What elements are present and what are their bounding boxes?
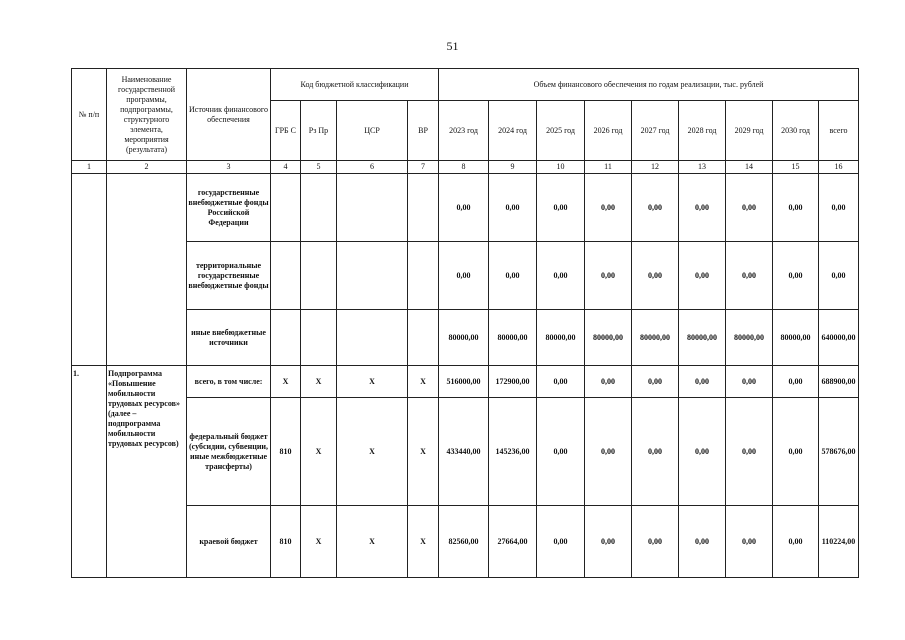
column-number: 7 [408, 161, 439, 174]
value-cell: 0,00 [537, 174, 585, 242]
value-cell: 0,00 [773, 506, 819, 578]
value-cell: 82560,00 [439, 506, 489, 578]
value-cell: 433440,00 [439, 398, 489, 506]
value-cell: 0,00 [537, 366, 585, 398]
column-number: 9 [489, 161, 537, 174]
row-name-empty [107, 174, 187, 366]
program-number: 1. [72, 366, 107, 578]
value-cell: 0,00 [726, 398, 773, 506]
header-year: 2030 год [773, 101, 819, 161]
vr-cell: X [408, 366, 439, 398]
value-cell: 0,00 [439, 174, 489, 242]
vr-cell: X [408, 398, 439, 506]
value-cell: 80000,00 [585, 310, 632, 366]
grbs-cell: 810 [271, 398, 301, 506]
csr-cell: X [337, 398, 408, 506]
grbs-cell [271, 174, 301, 242]
budget-table [71, 68, 859, 578]
header-total: всего [819, 101, 859, 161]
header-name: Наименование государственной программы, подпрограммы, структурного элемента, мероприятия (результата) [107, 69, 187, 161]
value-cell: 80000,00 [632, 310, 679, 366]
value-cell: 80000,00 [726, 310, 773, 366]
value-cell: 0,00 [773, 174, 819, 242]
value-cell: 0,00 [726, 242, 773, 310]
value-cell: 0,00 [679, 506, 726, 578]
csr-cell [337, 174, 408, 242]
total-cell: 640000,00 [819, 310, 859, 366]
header-year: 2028 год [679, 101, 726, 161]
column-number: 6 [337, 161, 408, 174]
source-cell: краевой бюджет [187, 506, 271, 578]
column-number: 13 [679, 161, 726, 174]
program-name: Подпрограмма «Повышение мобильности трудовых ресурсов» (далее – подпрограмма мобильности трудовых ресурсов) [107, 366, 187, 578]
column-number: 8 [439, 161, 489, 174]
value-cell: 172900,00 [489, 366, 537, 398]
header-year: 2025 год [537, 101, 585, 161]
column-number: 10 [537, 161, 585, 174]
header-year: 2027 год [632, 101, 679, 161]
rzpr-cell [301, 242, 337, 310]
csr-cell [337, 242, 408, 310]
column-number: 1 [72, 161, 107, 174]
source-cell: территориальные государственные внебюджетные фонды [187, 242, 271, 310]
table-row [72, 310, 859, 366]
header-csr: ЦСР [337, 101, 408, 161]
header-classification: Код бюджетной классификации [271, 69, 439, 101]
value-cell: 0,00 [585, 366, 632, 398]
vr-cell [408, 242, 439, 310]
header-year: 2023 год [439, 101, 489, 161]
grbs-cell: X [271, 366, 301, 398]
value-cell: 0,00 [679, 398, 726, 506]
value-cell: 0,00 [537, 398, 585, 506]
header-row-top [72, 69, 859, 101]
rzpr-cell [301, 310, 337, 366]
table-row [72, 506, 859, 578]
value-cell: 0,00 [489, 174, 537, 242]
column-number: 14 [726, 161, 773, 174]
value-cell: 80000,00 [489, 310, 537, 366]
value-cell: 0,00 [726, 174, 773, 242]
grbs-cell [271, 242, 301, 310]
column-number: 15 [773, 161, 819, 174]
value-cell: 0,00 [773, 242, 819, 310]
value-cell: 80000,00 [773, 310, 819, 366]
value-cell: 0,00 [632, 174, 679, 242]
source-cell: всего, в том числе: [187, 366, 271, 398]
column-number: 12 [632, 161, 679, 174]
header-volume: Объем финансового обеспечения по годам реализации, тыс. рублей [439, 69, 859, 101]
value-cell: 0,00 [585, 398, 632, 506]
header-year: 2024 год [489, 101, 537, 161]
column-number: 11 [585, 161, 632, 174]
value-cell: 0,00 [679, 174, 726, 242]
total-cell: 578676,00 [819, 398, 859, 506]
column-number: 2 [107, 161, 187, 174]
value-cell: 0,00 [489, 242, 537, 310]
csr-cell: X [337, 366, 408, 398]
column-number-row [72, 161, 859, 174]
row-number-empty [72, 174, 107, 366]
value-cell: 516000,00 [439, 366, 489, 398]
rzpr-cell: X [301, 398, 337, 506]
header-grbs: ГРБ С [271, 101, 301, 161]
page-number: 51 [446, 39, 459, 53]
value-cell: 0,00 [537, 242, 585, 310]
value-cell: 145236,00 [489, 398, 537, 506]
vr-cell [408, 310, 439, 366]
value-cell: 0,00 [439, 242, 489, 310]
value-cell: 0,00 [632, 242, 679, 310]
total-cell: 688900,00 [819, 366, 859, 398]
rzpr-cell: X [301, 506, 337, 578]
value-cell: 0,00 [726, 506, 773, 578]
value-cell: 0,00 [679, 366, 726, 398]
source-cell: государственные внебюджетные фонды Российской Федерации [187, 174, 271, 242]
column-number: 16 [819, 161, 859, 174]
value-cell: 80000,00 [439, 310, 489, 366]
header-rzpr: Рз Пр [301, 101, 337, 161]
value-cell: 80000,00 [537, 310, 585, 366]
value-cell: 0,00 [537, 506, 585, 578]
value-cell: 0,00 [679, 242, 726, 310]
total-cell: 0,00 [819, 242, 859, 310]
header-num: № п/п [72, 69, 107, 161]
table-row [72, 174, 859, 242]
column-number: 4 [271, 161, 301, 174]
header-year: 2029 год [726, 101, 773, 161]
header-year: 2026 год [585, 101, 632, 161]
value-cell: 0,00 [585, 506, 632, 578]
value-cell: 0,00 [726, 366, 773, 398]
total-cell: 0,00 [819, 174, 859, 242]
csr-cell [337, 310, 408, 366]
table-row [72, 242, 859, 310]
value-cell: 27664,00 [489, 506, 537, 578]
grbs-cell [271, 310, 301, 366]
grbs-cell: 810 [271, 506, 301, 578]
total-cell: 110224,00 [819, 506, 859, 578]
csr-cell: X [337, 506, 408, 578]
header-vr: ВР [408, 101, 439, 161]
value-cell: 0,00 [632, 398, 679, 506]
value-cell: 80000,00 [679, 310, 726, 366]
column-number: 3 [187, 161, 271, 174]
vr-cell [408, 174, 439, 242]
rzpr-cell: X [301, 366, 337, 398]
source-cell: федеральный бюджет (субсидии, субвенции, иные межбюджетные трансферты) [187, 398, 271, 506]
source-cell: иные внебюджетные источники [187, 310, 271, 366]
value-cell: 0,00 [632, 366, 679, 398]
column-number: 5 [301, 161, 337, 174]
value-cell: 0,00 [585, 242, 632, 310]
value-cell: 0,00 [632, 506, 679, 578]
value-cell: 0,00 [585, 174, 632, 242]
value-cell: 0,00 [773, 398, 819, 506]
table-row [72, 398, 859, 506]
table-row [72, 366, 859, 398]
rzpr-cell [301, 174, 337, 242]
vr-cell: X [408, 506, 439, 578]
header-source: Источник финансового обеспечения [187, 69, 271, 161]
value-cell: 0,00 [773, 366, 819, 398]
